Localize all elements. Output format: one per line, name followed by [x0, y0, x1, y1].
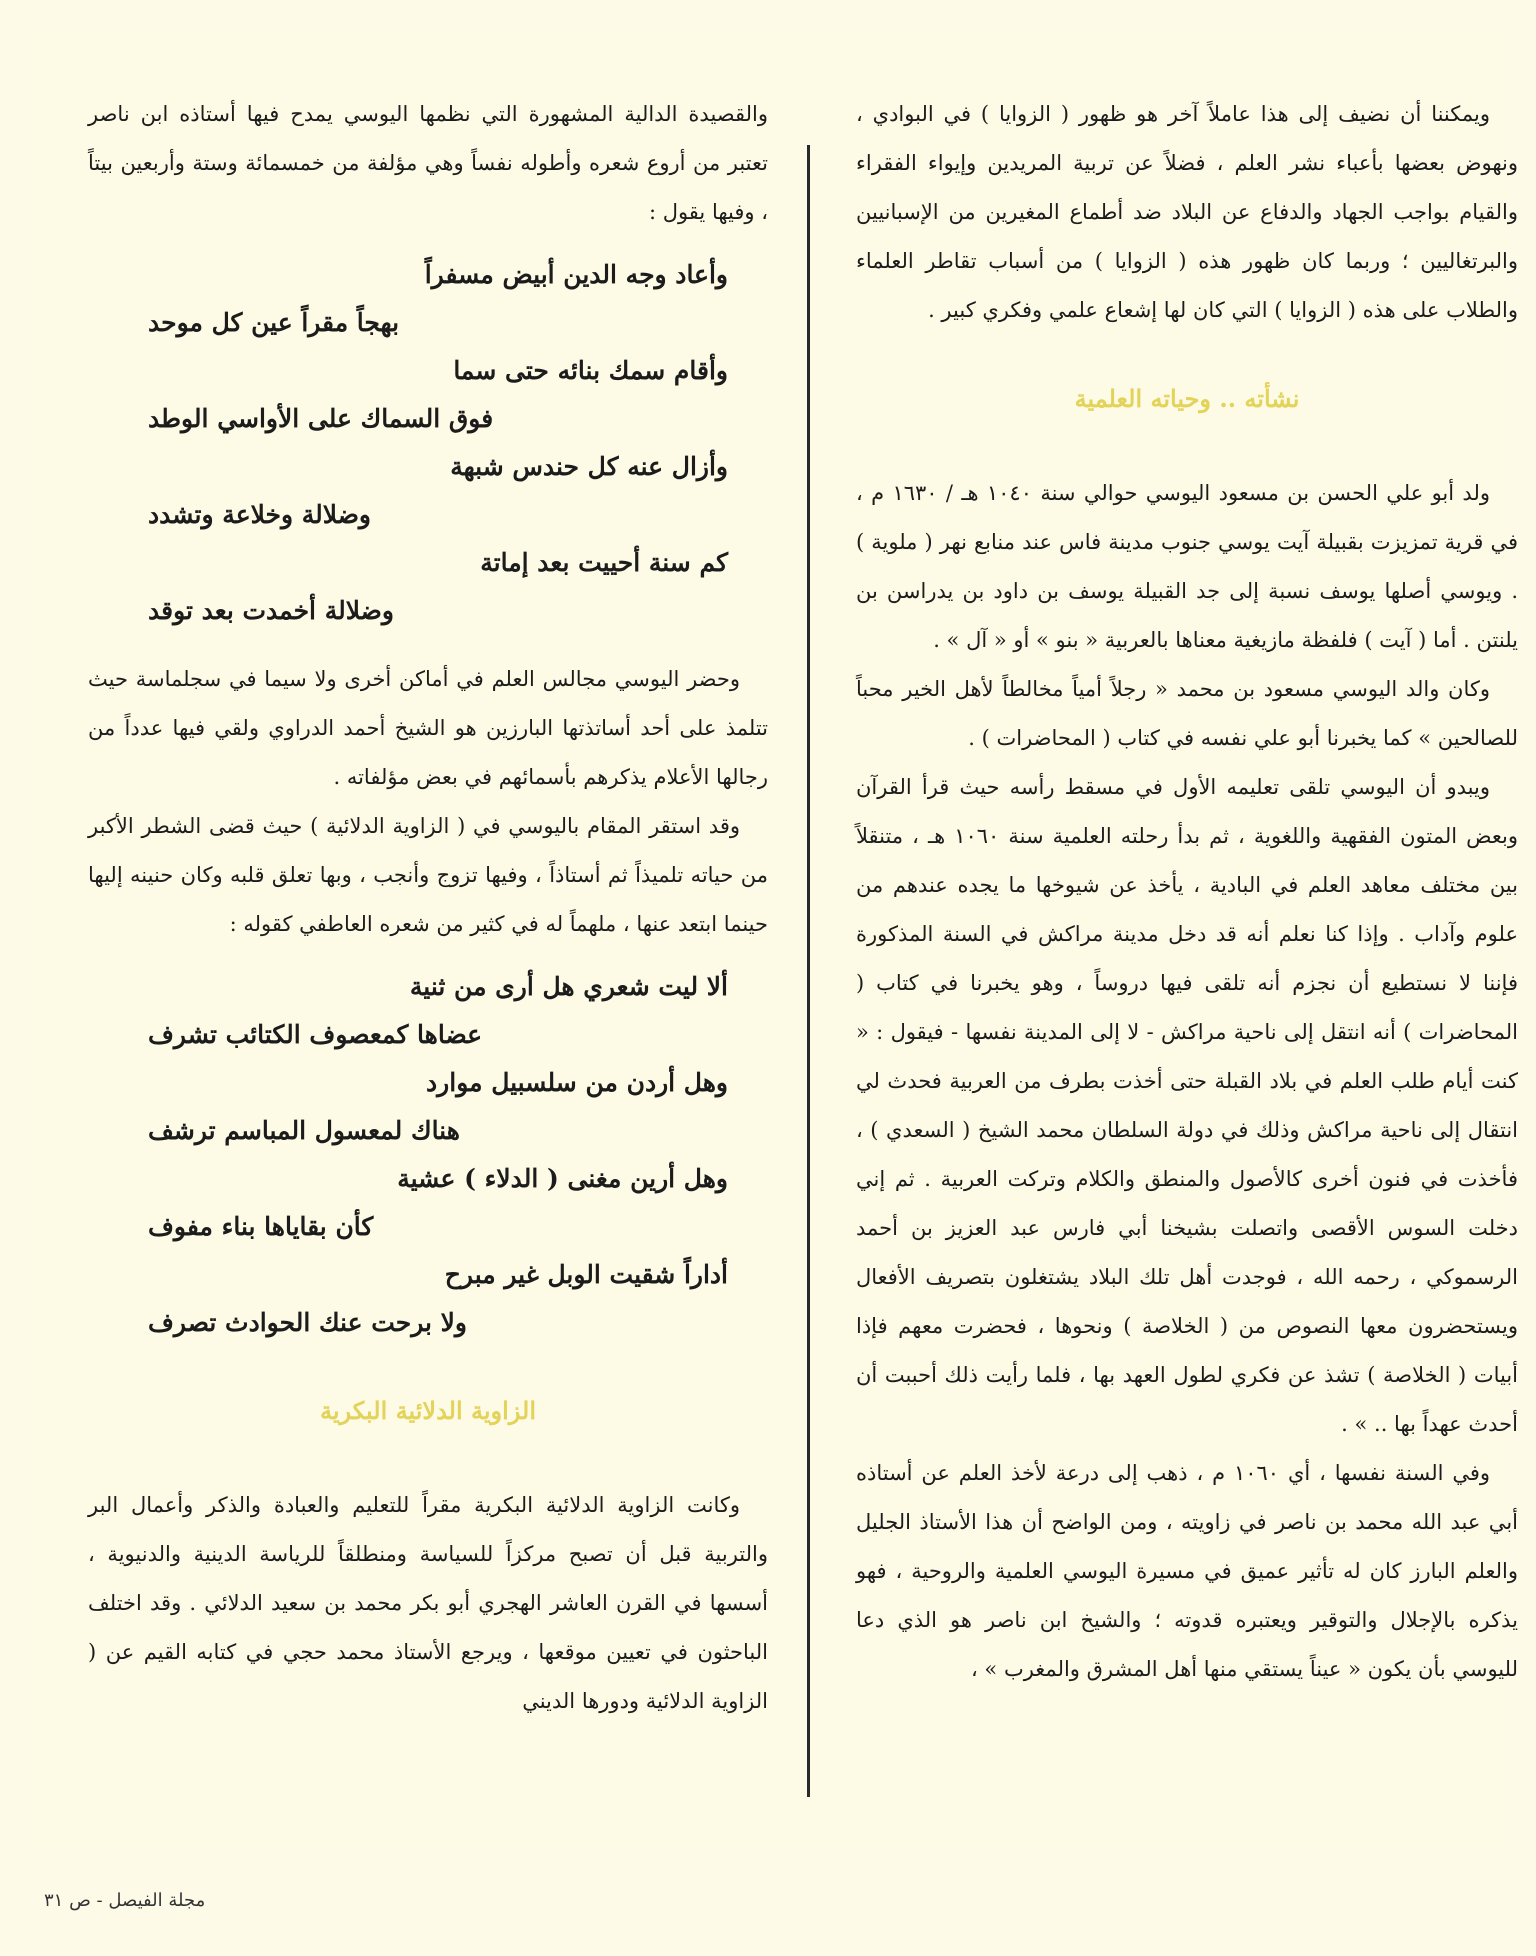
section-heading: نشأته .. وحياته العلمية — [1074, 384, 1300, 413]
verse-line: فوق السماك على الأواسي الوطد — [148, 404, 494, 433]
verse-line: وأقام سمك بنائه حتى سما — [453, 356, 728, 385]
verse-line: ألا ليت شعري هل أرى من ثنية — [409, 972, 728, 1001]
paragraph: ويبدو أن اليوسي تلقى تعليمه الأول في مسقط رأسه حيث قرأ القرآن وبعض المتون الفقهية واللغوية ، ثم بدأ رحلته العلمية سنة ١٠٦٠ هـ ، متنقلاً بين مختلف معاهد العلم في البادية ، يأخذ عن شيوخها ما يجده عندهم من علوم وآداب . وإذا كنا نعلم أنه قد دخل مدينة مراكش في السنة المذكورة فإننا لا نستطيع أن نجزم أنه تلقى فيها دروساً ، وهو يخبرنا في كتاب ( المحاضرات ) أنه انتقل إلى ناحية مراكش - لا إلى المدينة نفسها - فيقول : « كنت أيام طلب العلم في بلاد القبلة حتى أخذت بطرف من العربية فحدث لي انتقال إلى ناحية مراكش وذلك في دولة السلطان محمد الشيخ ( السعدي ) ، فأخذت في فنون أخرى كالأصول والمنطق والكلام وتركت العربية . ثم إني دخلت السوس الأقصى واتصلت بشيخنا أبي فارس عبد العزيز بن أحمد الرسموكي ، رحمه الله ، فوجدت أهل تلك البلاد يشتغلون بتصريف الأفعال ويستحضرون معها النصوص من ( الخلاصة ) ونحوها ، فحضرت معهم فإذا أبيات ( الخلاصة ) تشذ عن فكري لطول العهد بها ، فلما رأيت ذلك أحببت أن أحدث عهداً بها .. » . — [856, 775, 1518, 1436]
paragraph: وكان والد اليوسي مسعود بن محمد « رجلاً أمياً مخالطاً لأهل الخير محباً للصالحين » كما يخبرنا أبو علي نفسه في كتاب ( المحاضرات ) . — [856, 677, 1518, 750]
verse-line: وضلالة أخمدت بعد توقد — [148, 596, 394, 625]
magazine-page — [30, 30, 1518, 1850]
verse-line: بهجاً مقراً عين كل موحد — [148, 308, 400, 337]
paragraph: ويمكننا أن نضيف إلى هذا عاملاً آخر هو ظهور ( الزوايا ) في البوادي ، ونهوض بعضها بأعباء نشر العلم ، فضلاً عن تربية المريدين وإيواء الفقراء والقيام بواجب الجهاد والدفاع عن البلاد ضد أطماع المغيرين من الإسبانيين والبرتغاليين ؛ وربما كان ظهور هذه ( الزوايا ) من أسباب تقاطر العلماء والطلاب على هذه ( الزوايا ) التي كان لها إشعاع علمي وفكري كبير . — [856, 102, 1518, 322]
paragraph: وكانت الزاوية الدلائية البكرية مقراً للتعليم والعبادة والذكر وأعمال البر والتربية قبل أن تصبح مركزاً للسياسة ومنطلقاً للرياسة الدينية والدنيوية ، أسسها في القرن العاشر الهجري أبو بكر محمد بن سعيد الدلائي . وقد اختلف الباحثون في تعيين موقعها ، ويرجع الأستاذ محمد حجي في كتابه القيم عن ( الزاوية الدلائية ودورها الديني — [88, 1493, 769, 1713]
verse-line: وهل أردن من سلسبيل موارد — [426, 1068, 728, 1097]
verse-line: أداراً شقيت الوبل غير مبرح — [444, 1260, 728, 1289]
verse-line: كأن بقاياها بناء مفوف — [148, 1212, 374, 1241]
left-column — [88, 90, 768, 1726]
verse-line: عضاها كمعصوف الكتائب تشرف — [148, 1020, 483, 1049]
paragraph: والقصيدة الدالية المشهورة التي نظمها اليوسي يمدح فيها أستاذه ابن ناصر تعتبر من أروع شعره وأطوله نفساً وهي مؤلفة من خمسمائة وستة وأربعين بيتاً ، وفيها يقول : — [88, 102, 768, 224]
paragraph: وحضر اليوسي مجالس العلم في أماكن أخرى ولا سيما في سجلماسة حيث تتلمذ على أحد أساتذتها البارزين هو الشيخ أحمد الدراوي ولقي فيها عدداً من رجالها الأعلام يذكرهم بأسمائهم في بعض مؤلفاته . — [88, 667, 768, 789]
right-column — [856, 90, 1518, 1694]
page-footer: مجلة الفيصل - ص ٣١ — [44, 1890, 206, 1911]
verse-line: وهل أرين مغنى ( الدلاء ) عشية — [397, 1164, 728, 1193]
paragraph: وفي السنة نفسها ، أي ١٠٦٠ م ، ذهب إلى درعة لأخذ العلم عن أستاذه أبي عبد الله محمد بن ناصر في زاويته ، ومن الواضح أن هذا الأستاذ الجليل والعلم البارز كان له تأثير عميق في مسيرة اليوسي العلمية والروحية ، فهو يذكره بالإجلال والتوقير ويعتبره قدوته ؛ والشيخ ابن ناصر هو الذي دعا لليوسي بأن يكون « عيناً يستقي منها أهل المشرق والمغرب » ، — [856, 1461, 1518, 1681]
verse-line: وأزال عنه كل حندس شبهة — [450, 452, 728, 481]
verse-line: ولا برحت عنك الحوادث تصرف — [148, 1308, 468, 1337]
verse-line: وأعاد وجه الدين أبيض مسفراً — [424, 260, 728, 289]
paragraph: ولد أبو علي الحسن بن مسعود اليوسي حوالي سنة ١٠٤٠ هـ / ١٦٣٠ م ، في قرية تمزيزت بقبيلة آيت يوسي جنوب مدينة فاس عند منابع نهر ( ملوية ) . ويوسي أصلها يوسف نسبة إلى جد القبيلة يوسف بن داود بن يدراسن بن يلنتن . أما ( آيت ) فلفظة مازيغية معناها بالعربية « بنو » أو « آل » . — [856, 481, 1518, 652]
verse-line: هناك لمعسول المباسم ترشف — [148, 1116, 460, 1145]
poem — [88, 251, 768, 635]
section-heading: الزاوية الدلائية البكرية — [319, 1396, 537, 1425]
column-divider — [807, 145, 810, 1797]
paragraph: وقد استقر المقام باليوسي في ( الزاوية الدلائية ) حيث قضى الشطر الأكبر من حياته تلميذاً ثم أستاذاً ، وفيها تزوج وأنجب ، وبها تعلق قلبه وكان حنينه إليها حينما ابتعد عنها ، ملهماً له في كثير من شعره العاطفي كقوله : — [88, 814, 768, 936]
poem — [88, 963, 768, 1347]
verse-line: كم سنة أحييت بعد إماتة — [480, 548, 728, 577]
verse-line: وضلالة وخلاعة وتشدد — [148, 500, 371, 529]
